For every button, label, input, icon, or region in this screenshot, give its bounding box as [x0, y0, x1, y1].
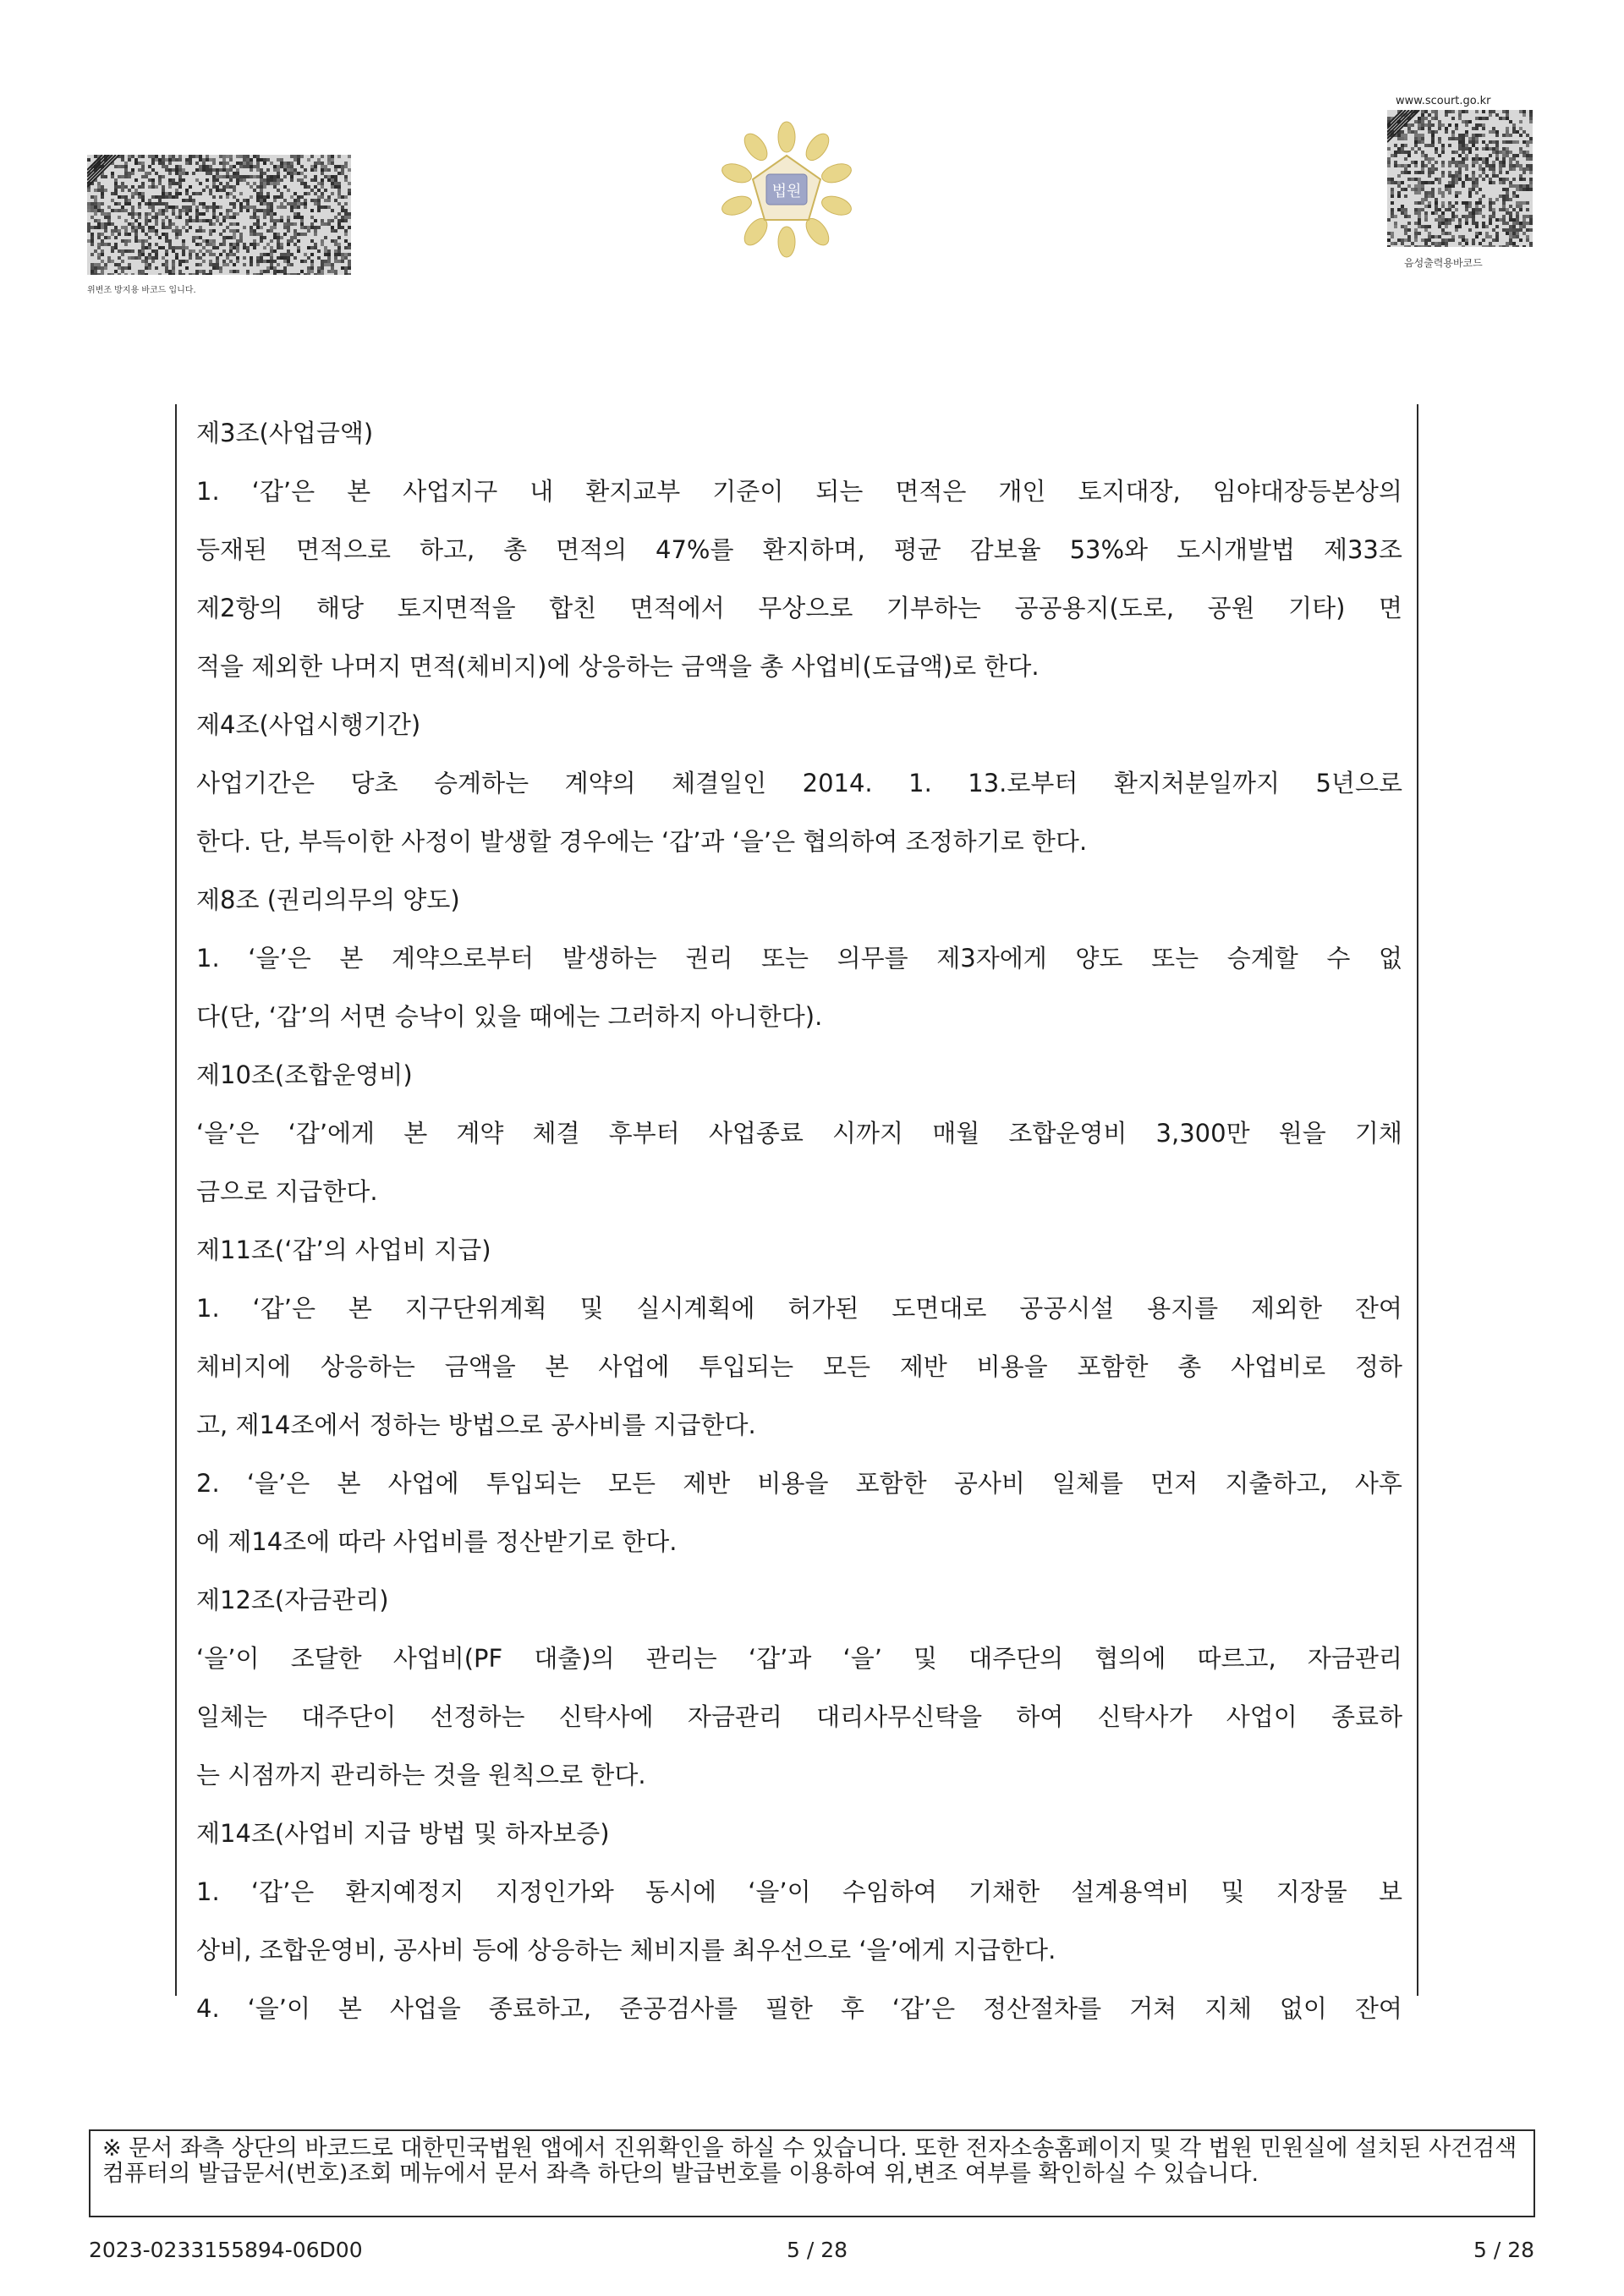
word: 무상으로: [758, 594, 853, 622]
word: 47%를: [656, 535, 734, 564]
word: 사업종료: [708, 1119, 804, 1148]
word: ‘을’은: [246, 1469, 310, 1498]
word: 대리사무신탁을: [816, 1702, 983, 1731]
word: 합친: [549, 594, 597, 622]
body-line: 다(단, ‘갑’의 서면 승낙이 있을 때에는 그러하지 아니한다).: [196, 1002, 823, 1031]
word: 관리는: [645, 1644, 717, 1673]
word: 공사비: [953, 1469, 1025, 1498]
word: 제외한: [1251, 1294, 1323, 1323]
word: 토지대장,: [1078, 477, 1181, 506]
article-heading: 제4조(사업시행기간): [196, 710, 421, 739]
word: 모든: [608, 1469, 656, 1498]
word: 계약으로부터: [391, 944, 535, 973]
word: 평균: [893, 535, 941, 564]
word: 또는: [761, 944, 809, 973]
body-line: 한다. 단, 부득이한 사정이 발생할 경우에는 ‘갑’과 ‘을’은 협의하여 조정하기로 한다.: [196, 827, 1088, 856]
word: ‘갑’은: [251, 477, 315, 506]
word: 지구단위계획: [404, 1294, 547, 1323]
body-line: [196, 463, 1402, 521]
word: 도면대로: [892, 1294, 987, 1323]
word: 지정인가와: [495, 1877, 614, 1906]
body-line: [196, 1280, 1402, 1338]
body-line: [196, 1863, 1402, 1921]
page-number-center: 5 / 28: [787, 2238, 848, 2262]
article-heading: 제12조(자금관리): [196, 1586, 389, 1614]
word: 공공용지(도로,: [1014, 594, 1175, 622]
body-line: [196, 1104, 1402, 1163]
word: 13.로부터: [968, 769, 1078, 797]
voice-output-barcode-caption: 음성출력용바코드: [1404, 257, 1483, 269]
word: 본: [545, 1352, 569, 1381]
word: 자금관리: [687, 1702, 782, 1731]
word: 체비지에: [196, 1352, 292, 1381]
word: 잔여: [1354, 1994, 1402, 2023]
word: 사업에: [387, 1469, 459, 1498]
word: 비용을: [976, 1352, 1048, 1381]
article-heading: 제10조(조합운영비): [196, 1060, 413, 1089]
word: 임야대장등본상의: [1212, 477, 1402, 506]
word: 총: [503, 535, 528, 564]
word: 사업이: [1226, 1702, 1298, 1731]
word: 정하: [1354, 1352, 1402, 1381]
word: 계약의: [564, 769, 636, 797]
word: 5년으로: [1315, 769, 1402, 797]
word: 면적의: [556, 535, 628, 564]
word: 포함한: [855, 1469, 927, 1498]
word: 토지면적을: [397, 594, 516, 622]
word: 후: [840, 1994, 864, 2023]
word: 실시계획에: [636, 1294, 755, 1323]
word: 당초: [350, 769, 398, 797]
word: 자금관리: [1307, 1644, 1402, 1673]
word: ‘을’이: [196, 1644, 260, 1673]
word: 원을: [1278, 1119, 1326, 1148]
word: 잔여: [1354, 1294, 1402, 1323]
word: ‘을’은: [248, 944, 311, 973]
word: 체결일인: [672, 769, 767, 797]
body-line: 적을 제외한 나머지 면적(체비지)에 상응하는 금액을 총 사업비(도급액)로 한다.: [196, 652, 1040, 681]
word: 등재된: [196, 535, 268, 564]
word: 먼저: [1150, 1469, 1199, 1498]
word: 조달한: [290, 1644, 362, 1673]
word: 금액을: [444, 1352, 516, 1381]
word: ‘을’이: [247, 1994, 311, 2023]
anti-forgery-barcode-caption: 위변조 방지용 바코드 입니다.: [87, 286, 196, 295]
word: 환지예정지: [345, 1877, 464, 1906]
word: 수임하여: [842, 1877, 937, 1906]
word: 비용을: [757, 1469, 829, 1498]
word: 권리: [685, 944, 733, 973]
word: 지출하고,: [1225, 1469, 1328, 1498]
word: 본: [339, 944, 364, 973]
word: 공원: [1207, 594, 1255, 622]
body-line: [196, 1980, 1402, 2038]
word: 해당: [316, 594, 365, 622]
word: 사업에: [598, 1352, 670, 1381]
word: 도시개발법: [1176, 535, 1296, 564]
word: 사업을: [389, 1994, 461, 2023]
word: 기채한: [968, 1877, 1040, 1906]
word: 기준이: [712, 477, 784, 506]
word: 종료하: [1330, 1702, 1402, 1731]
word: 면: [1378, 594, 1402, 622]
word: 거쳐: [1129, 1994, 1177, 2023]
word: 정산절차를: [983, 1994, 1102, 2023]
word: ‘갑’은: [892, 1994, 956, 2023]
word: 양도: [1075, 944, 1123, 973]
word: 포함한: [1077, 1352, 1149, 1381]
body-line: 상비, 조합운영비, 공사비 등에 상응하는 체비지를 최우선으로 ‘을’에게 지급한다.: [196, 1936, 1056, 1964]
word: 보: [1378, 1877, 1402, 1906]
word: 상응하는: [320, 1352, 415, 1381]
word: 제33조: [1323, 535, 1402, 564]
word: 사업비(PF: [392, 1644, 503, 1673]
word: 환지하며,: [762, 535, 865, 564]
verification-notice: ※ 문서 좌측 상단의 바코드로 대한민국법원 앱에서 진위확인을 하실 수 있습니다. 또한 전자소송홈페이지 및 각 법원 민원실에 설치된 사건검색 컴퓨터의 발급문서(번호)조회 메뉴에서 문서 좌측 하단의 발급번호를 이용하여 위,변조 여부를 확인하실 수 있습니다.: [89, 2129, 1535, 2217]
body-line: [196, 1630, 1402, 1688]
word: 및: [914, 1644, 938, 1673]
article-heading: 제11조(‘갑’의 사업비 지급): [196, 1236, 491, 1264]
word: 허가된: [787, 1294, 859, 1323]
body-line: 금으로 지급한다.: [196, 1177, 378, 1206]
word: 환지처분일까지: [1113, 769, 1281, 797]
word: 발생하는: [562, 944, 657, 973]
word: 투입되는: [699, 1352, 794, 1381]
word: 면적에서: [629, 594, 725, 622]
word: 1.: [196, 1294, 220, 1323]
word: 지체: [1204, 1994, 1253, 2023]
word: ‘갑’은: [252, 1294, 315, 1323]
word: 조합운영비: [1008, 1119, 1127, 1148]
word: ‘을’이: [748, 1877, 811, 1906]
word: 일체는: [196, 1702, 268, 1731]
word: 모든: [822, 1352, 871, 1381]
word: 1.: [908, 769, 932, 797]
word: 2.: [196, 1469, 220, 1498]
word: 대주단의: [968, 1644, 1064, 1673]
word: 의무를: [837, 944, 908, 973]
word: 신탁사가: [1097, 1702, 1193, 1731]
word: 후부터: [608, 1119, 680, 1148]
word: 준공검사를: [618, 1994, 738, 2023]
word: 및: [579, 1294, 604, 1323]
word: 용지를: [1147, 1294, 1219, 1323]
word: 일체를: [1052, 1469, 1124, 1498]
page-number-right: 5 / 28: [1473, 2238, 1535, 2262]
word: ‘을’은: [196, 1119, 260, 1148]
word: ‘갑’과: [748, 1644, 812, 1673]
court-website-url: www.scourt.go.kr: [1396, 95, 1491, 107]
word: 제반: [683, 1469, 731, 1498]
anti-forgery-barcode: [87, 155, 351, 275]
word: 시까지: [832, 1119, 904, 1148]
word: 제반: [899, 1352, 947, 1381]
word: 환지교부: [585, 477, 681, 506]
word: 1.: [196, 477, 220, 506]
word: ‘을’: [842, 1644, 882, 1673]
word: 대주단이: [301, 1702, 397, 1731]
article-heading: 제3조(사업금액): [196, 419, 374, 447]
voice-output-barcode: [1387, 110, 1533, 247]
word: 매월: [932, 1119, 980, 1148]
svg-text:법원: 법원: [771, 183, 802, 200]
word: 사업기간은: [196, 769, 315, 797]
word: 및: [1221, 1877, 1245, 1906]
word: 사후: [1354, 1469, 1402, 1498]
word: 되는: [815, 477, 864, 506]
word: 3,300만: [1155, 1119, 1250, 1148]
article-heading: 제14조(사업비 지급 방법 및 하자보증): [196, 1819, 610, 1848]
word: 기채: [1354, 1119, 1402, 1148]
word: 공공시설: [1019, 1294, 1115, 1323]
word: 1.: [196, 1877, 220, 1906]
word: 또는: [1151, 944, 1199, 973]
word: 없이: [1279, 1994, 1327, 2023]
body-line: [196, 579, 1402, 638]
word: 본: [337, 1994, 362, 2023]
word: 필한: [765, 1994, 813, 2023]
word: 승계하는: [434, 769, 529, 797]
word: 투입되는: [486, 1469, 581, 1498]
word: 계약: [456, 1119, 504, 1148]
word: 기부하는: [886, 594, 981, 622]
word: 개인: [998, 477, 1046, 506]
word: ‘갑’은: [250, 1877, 315, 1906]
word: 수: [1326, 944, 1351, 973]
word: 기타): [1288, 594, 1346, 622]
word: 1.: [196, 944, 220, 973]
word: 감보율: [969, 535, 1041, 564]
word: 종료하고,: [488, 1994, 592, 2023]
word: 하고,: [419, 535, 475, 564]
word: 대출)의: [534, 1644, 615, 1673]
body-line: [196, 929, 1402, 988]
word: 체결: [532, 1119, 580, 1148]
body-line: 에 제14조에 따라 사업비를 정산받기로 한다.: [196, 1527, 678, 1556]
body-line: [196, 754, 1402, 813]
body-line: [196, 1455, 1402, 1513]
word: 본: [348, 1294, 372, 1323]
word: 지장물: [1276, 1877, 1347, 1906]
word: 내: [529, 477, 554, 506]
body-line: 고, 제14조에서 정하는 방법으로 공사비를 지급한다.: [196, 1411, 756, 1439]
contract-body: [196, 404, 1402, 2038]
body-line: [196, 521, 1402, 579]
word: 총: [1177, 1352, 1202, 1381]
word: 선정하는: [430, 1702, 525, 1731]
word: 4.: [196, 1994, 220, 2023]
word: 협의에: [1095, 1644, 1166, 1673]
word: 본: [347, 477, 371, 506]
word: 사업지구: [403, 477, 498, 506]
word: 면적은: [895, 477, 967, 506]
word: 면적으로: [295, 535, 392, 564]
word: 승계할: [1226, 944, 1298, 973]
word: 본: [337, 1469, 361, 1498]
word: 사업비로: [1231, 1352, 1326, 1381]
word: 제3자에게: [936, 944, 1047, 973]
body-line: 는 시점까지 관리하는 것을 원칙으로 한다.: [196, 1761, 646, 1789]
word: 신탁사에: [558, 1702, 654, 1731]
word: 설계용역비: [1071, 1877, 1190, 1906]
word: 본: [403, 1119, 428, 1148]
article-heading: 제8조 (권리의무의 양도): [196, 885, 460, 914]
word: 53%와: [1069, 535, 1149, 564]
word: 동시에: [645, 1877, 717, 1906]
word: 하여: [1016, 1702, 1064, 1731]
word: 따르고,: [1197, 1644, 1276, 1673]
body-line: [196, 1338, 1402, 1396]
word: ‘갑’에게: [288, 1119, 376, 1148]
word: 제2항의: [196, 594, 283, 622]
body-line: [196, 1688, 1402, 1746]
issue-number: 2023-0233155894-06D00: [89, 2238, 363, 2262]
court-emblem: [719, 118, 854, 260]
word: 없: [1378, 944, 1402, 973]
word: 2014.: [802, 769, 873, 797]
